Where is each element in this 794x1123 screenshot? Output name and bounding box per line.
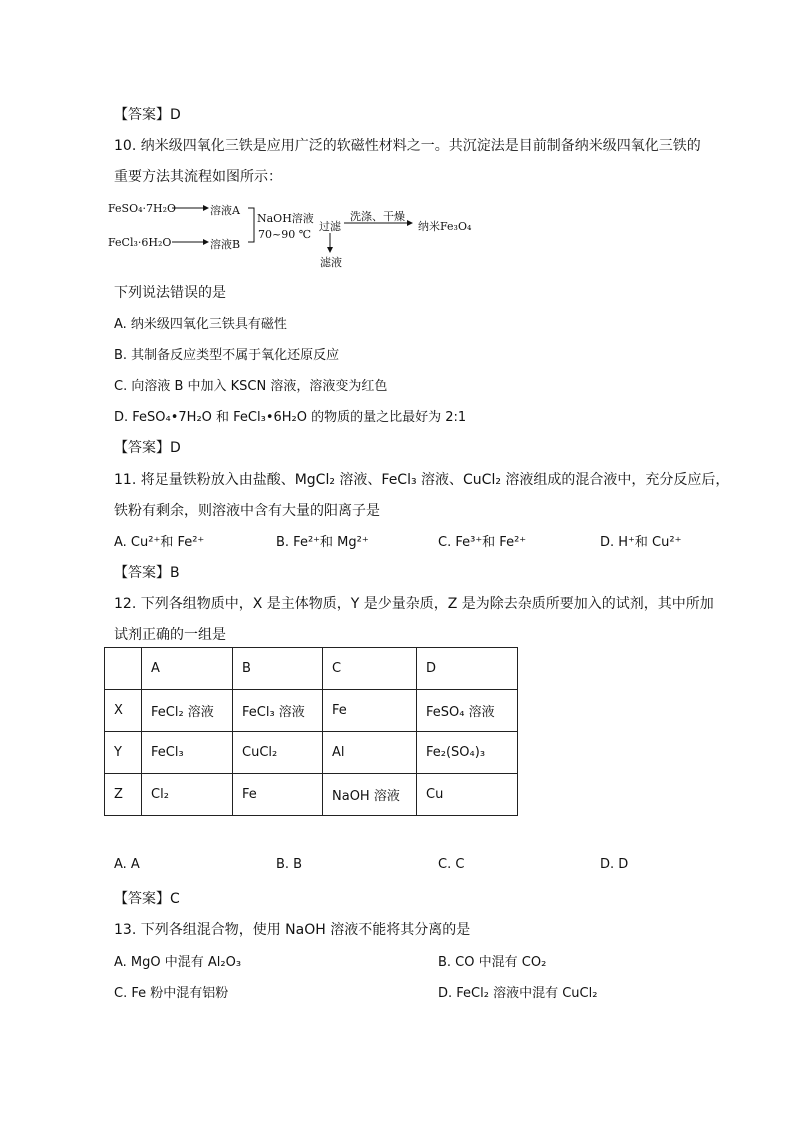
flow-reagent1: FeSO₄·7H₂O <box>108 202 177 215</box>
q13-option-b: B. CO 中混有 CO₂ <box>438 955 547 970</box>
table-cell: Y <box>105 732 142 774</box>
flow-solB: 溶液B <box>210 238 241 251</box>
q10-option-c: C. 向溶液 B 中加入 KSCN 溶液，溶液变为红色 <box>114 379 388 394</box>
q13-option-d: D. FeCl₂ 溶液中混有 CuCl₂ <box>438 986 598 1001</box>
table-row <box>105 732 518 774</box>
table-cell: FeCl₃ <box>142 732 233 774</box>
flow-product: 纳米Fe₃O₄ <box>418 220 472 233</box>
table-cell: FeCl₃ 溶液 <box>233 690 323 732</box>
table-cell: D <box>417 648 518 690</box>
table-cell: C <box>323 648 417 690</box>
q13-stem: 13. 下列各组混合物，使用 NaOH 溶液不能将其分离的是 <box>114 922 471 938</box>
q10-prompt: 下列说法错误的是 <box>114 285 226 301</box>
table-cell: NaOH 溶液 <box>323 774 417 816</box>
q12-option-d: D. D <box>600 857 629 872</box>
table-cell: Fe₂(SO₄)₃ <box>417 732 518 774</box>
q11-option-c: C. Fe³⁺和 Fe²⁺ <box>438 535 527 550</box>
q10-answer: 【答案】D <box>114 440 181 456</box>
table-cell: Fe <box>323 690 417 732</box>
q10-option-a: A. 纳米级四氧化三铁具有磁性 <box>114 317 287 332</box>
table-row <box>105 690 518 732</box>
q10-stem-line1: 10. 纳米级四氧化三铁是应用广泛的软磁性材料之一。共沉淀法是目前制备纳米级四氧化三铁的 <box>114 138 701 154</box>
q12-option-b: B. B <box>276 857 303 872</box>
q12-option-a: A. A <box>114 857 140 872</box>
table-cell: Al <box>323 732 417 774</box>
table-cell: Cu <box>417 774 518 816</box>
flow-reagent2: FeCl₃·6H₂O <box>108 236 172 249</box>
table-cell: CuCl₂ <box>233 732 323 774</box>
q11-answer: 【答案】B <box>114 565 180 581</box>
q12-stem-line1: 12. 下列各组物质中，X 是主体物质，Y 是少量杂质，Z 是为除去杂质所要加入的试剂，其中所加 <box>114 596 714 612</box>
q11-option-a: A. Cu²⁺和 Fe²⁺ <box>114 535 205 550</box>
flow-filter: 过滤 <box>319 220 341 233</box>
q10-option-d: D. FeSO₄•7H₂O 和 FeCl₃•6H₂O 的物质的量之比最好为 2:1 <box>114 410 467 425</box>
table-cell: Fe <box>233 774 323 816</box>
q11-option-b: B. Fe²⁺和 Mg²⁺ <box>276 535 369 550</box>
q11-stem-line2: 铁粉有剩余，则溶液中含有大量的阳离子是 <box>114 503 380 519</box>
q12-table <box>104 647 518 816</box>
q13-option-c: C. Fe 粉中混有铝粉 <box>114 986 229 1001</box>
q13-option-a: A. MgO 中混有 Al₂O₃ <box>114 955 242 970</box>
table-cell: X <box>105 690 142 732</box>
table-row <box>105 774 518 816</box>
table-cell <box>105 648 142 690</box>
q11-option-d: D. H⁺和 Cu²⁺ <box>600 535 682 550</box>
table-cell: B <box>233 648 323 690</box>
flow-solA: 溶液A <box>210 204 240 217</box>
q10-option-b: B. 其制备反应类型不属于氧化还原反应 <box>114 348 340 363</box>
flow-filtrate: 滤液 <box>320 256 342 269</box>
table-cell: FeSO₄ 溶液 <box>417 690 518 732</box>
q12-stem-line2: 试剂正确的一组是 <box>114 627 226 643</box>
q9-answer: 【答案】D <box>114 107 181 123</box>
flow-cond2: 70~90 ℃ <box>258 228 312 241</box>
q10-stem-line2: 重要方法其流程如图所示： <box>114 169 282 185</box>
q11-stem-line1: 11. 将足量铁粉放入由盐酸、MgCl₂ 溶液、FeCl₃ 溶液、CuCl₂ 溶液组成的混合液中，充分反应后， <box>114 472 730 488</box>
table-cell: Z <box>105 774 142 816</box>
table-cell: A <box>142 648 233 690</box>
flow-cond1: NaOH溶液 <box>257 212 314 225</box>
table-header-row <box>105 648 518 690</box>
q12-answer: 【答案】C <box>114 891 180 907</box>
flow-wash: 洗涤、干燥 <box>350 210 405 223</box>
table-cell: Cl₂ <box>142 774 233 816</box>
bracket <box>248 208 254 242</box>
table-cell: FeCl₂ 溶液 <box>142 690 233 732</box>
q12-option-c: C. C <box>438 857 465 872</box>
